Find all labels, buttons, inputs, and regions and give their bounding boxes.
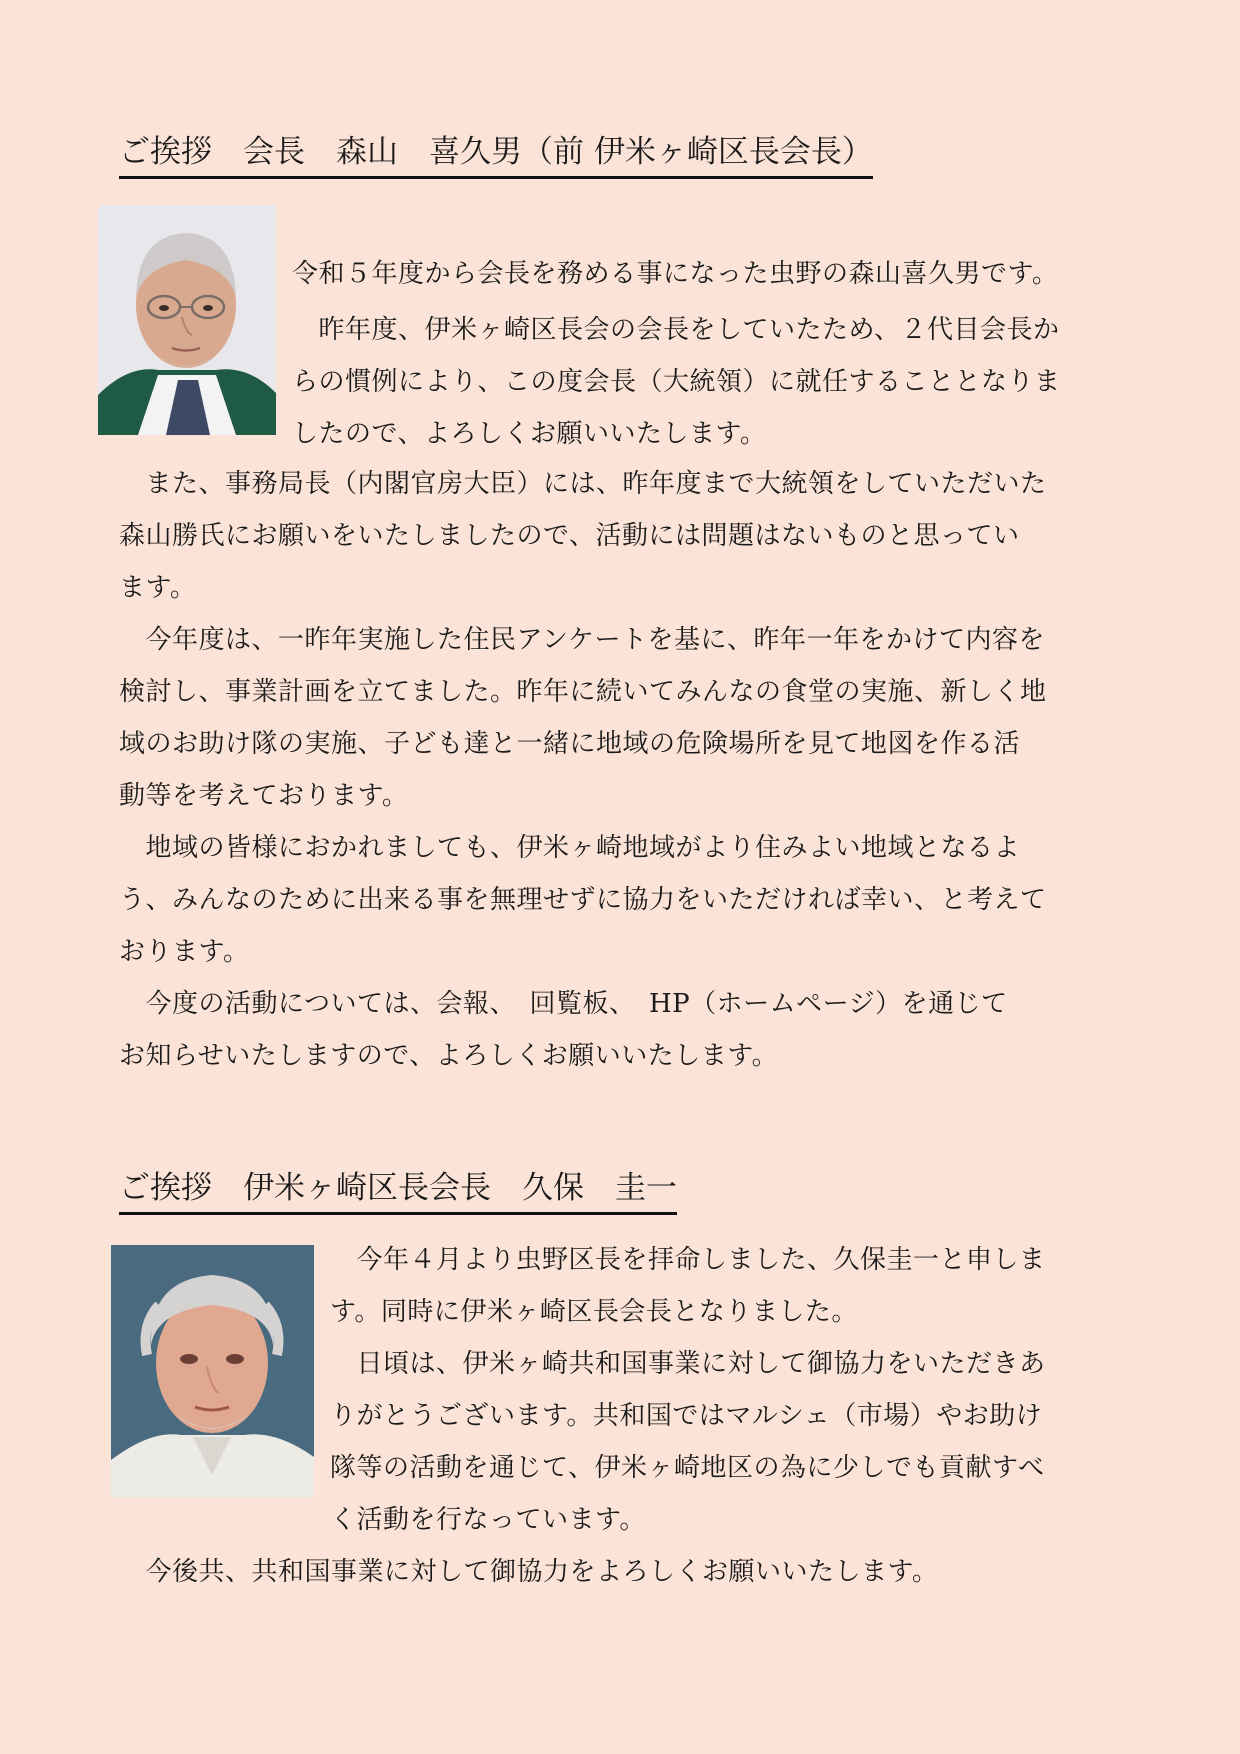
section-1-paragraph-5: [119, 822, 1047, 978]
text-line: 今後共、共和国事業に対して御協力をよろしくお願いいたします。: [119, 1557, 939, 1587]
text-line: らの慣例により、この度会長（大統領）に就任することとなりま: [292, 367, 1061, 397]
text-line: 域のお助け隊の実施、子ども達と一緒に地域の危険場所を見て地図を作る活: [119, 729, 1021, 759]
chairman-portrait-photo: [98, 205, 276, 435]
text-line: お知らせいたしますので、よろしくお願いいたします。: [119, 1041, 779, 1071]
text-line: 隊等の活動を通じて、伊米ヶ崎地区の為に少しでも貢献すべ: [330, 1453, 1045, 1483]
section-2-paragraph-3: [119, 1546, 938, 1598]
text-line: また、事務局長（内閣官房大臣）には、昨年度まで大統領をしていただいた: [119, 469, 1047, 499]
text-line: 今年度は、一昨年実施した住民アンケートを基に、昨年一年をかけて内容を: [119, 625, 1045, 655]
text-line: 動等を考えております。: [119, 781, 409, 811]
section-1-paragraph-1: [292, 248, 1058, 300]
section-1-paragraph-2: [292, 304, 1061, 460]
text-line: す。同時に伊米ヶ崎区長会長となりました。: [330, 1297, 858, 1327]
text-line: 地域の皆様におかれましても、伊米ヶ崎地域がより住みよい地域となるよ: [119, 833, 1021, 863]
text-line: ます。: [119, 573, 197, 603]
section-2-heading: ご挨拶 伊米ヶ崎区長会長 久保 圭一: [119, 1168, 677, 1215]
text-line: りがとうございます。共和国ではマルシェ（市場）やお助け: [330, 1401, 1043, 1431]
text-line: 日頃は、伊米ヶ崎共和国事業に対して御協力をいただきあ: [330, 1349, 1046, 1379]
section-2-paragraph-1: [330, 1234, 1046, 1338]
text-line: したので、よろしくお願いいたします。: [292, 419, 767, 449]
section-2-paragraph-2: [330, 1338, 1046, 1546]
section-1-paragraph-3: [119, 458, 1047, 614]
text-line: 検討し、事業計画を立てました。昨年に続いてみんなの食堂の実施、新しく地: [119, 677, 1047, 707]
section-1-heading: ご挨拶 会長 森山 喜久男（前 伊米ヶ崎区長会長）: [119, 132, 873, 179]
text-line: 森山勝氏にお願いをいたしましたので、活動には問題はないものと思ってい: [119, 521, 1020, 551]
text-line: 令和５年度から会長を務める事になった虫野の森山喜久男です。: [292, 259, 1059, 289]
text-line: 昨年度、伊米ヶ崎区長会の会長をしていたため、２代目会長か: [292, 315, 1060, 345]
text-line: 今度の活動については、会報、 回覧板、 HP（ホームページ）を通じて: [119, 989, 1008, 1019]
text-line: 今年４月より虫野区長を拝命しました、久保圭一と申しま: [330, 1245, 1046, 1275]
section-1-paragraph-4: [119, 614, 1047, 822]
text-line: おります。: [119, 937, 250, 967]
text-line: く活動を行なっています。: [330, 1505, 646, 1535]
text-line: う、みんなのために出来る事を無理せずに協力をいただければ幸い、と考えて: [119, 885, 1047, 915]
district-leader-portrait-photo: [111, 1245, 314, 1497]
section-1-paragraph-6: [119, 978, 1008, 1082]
